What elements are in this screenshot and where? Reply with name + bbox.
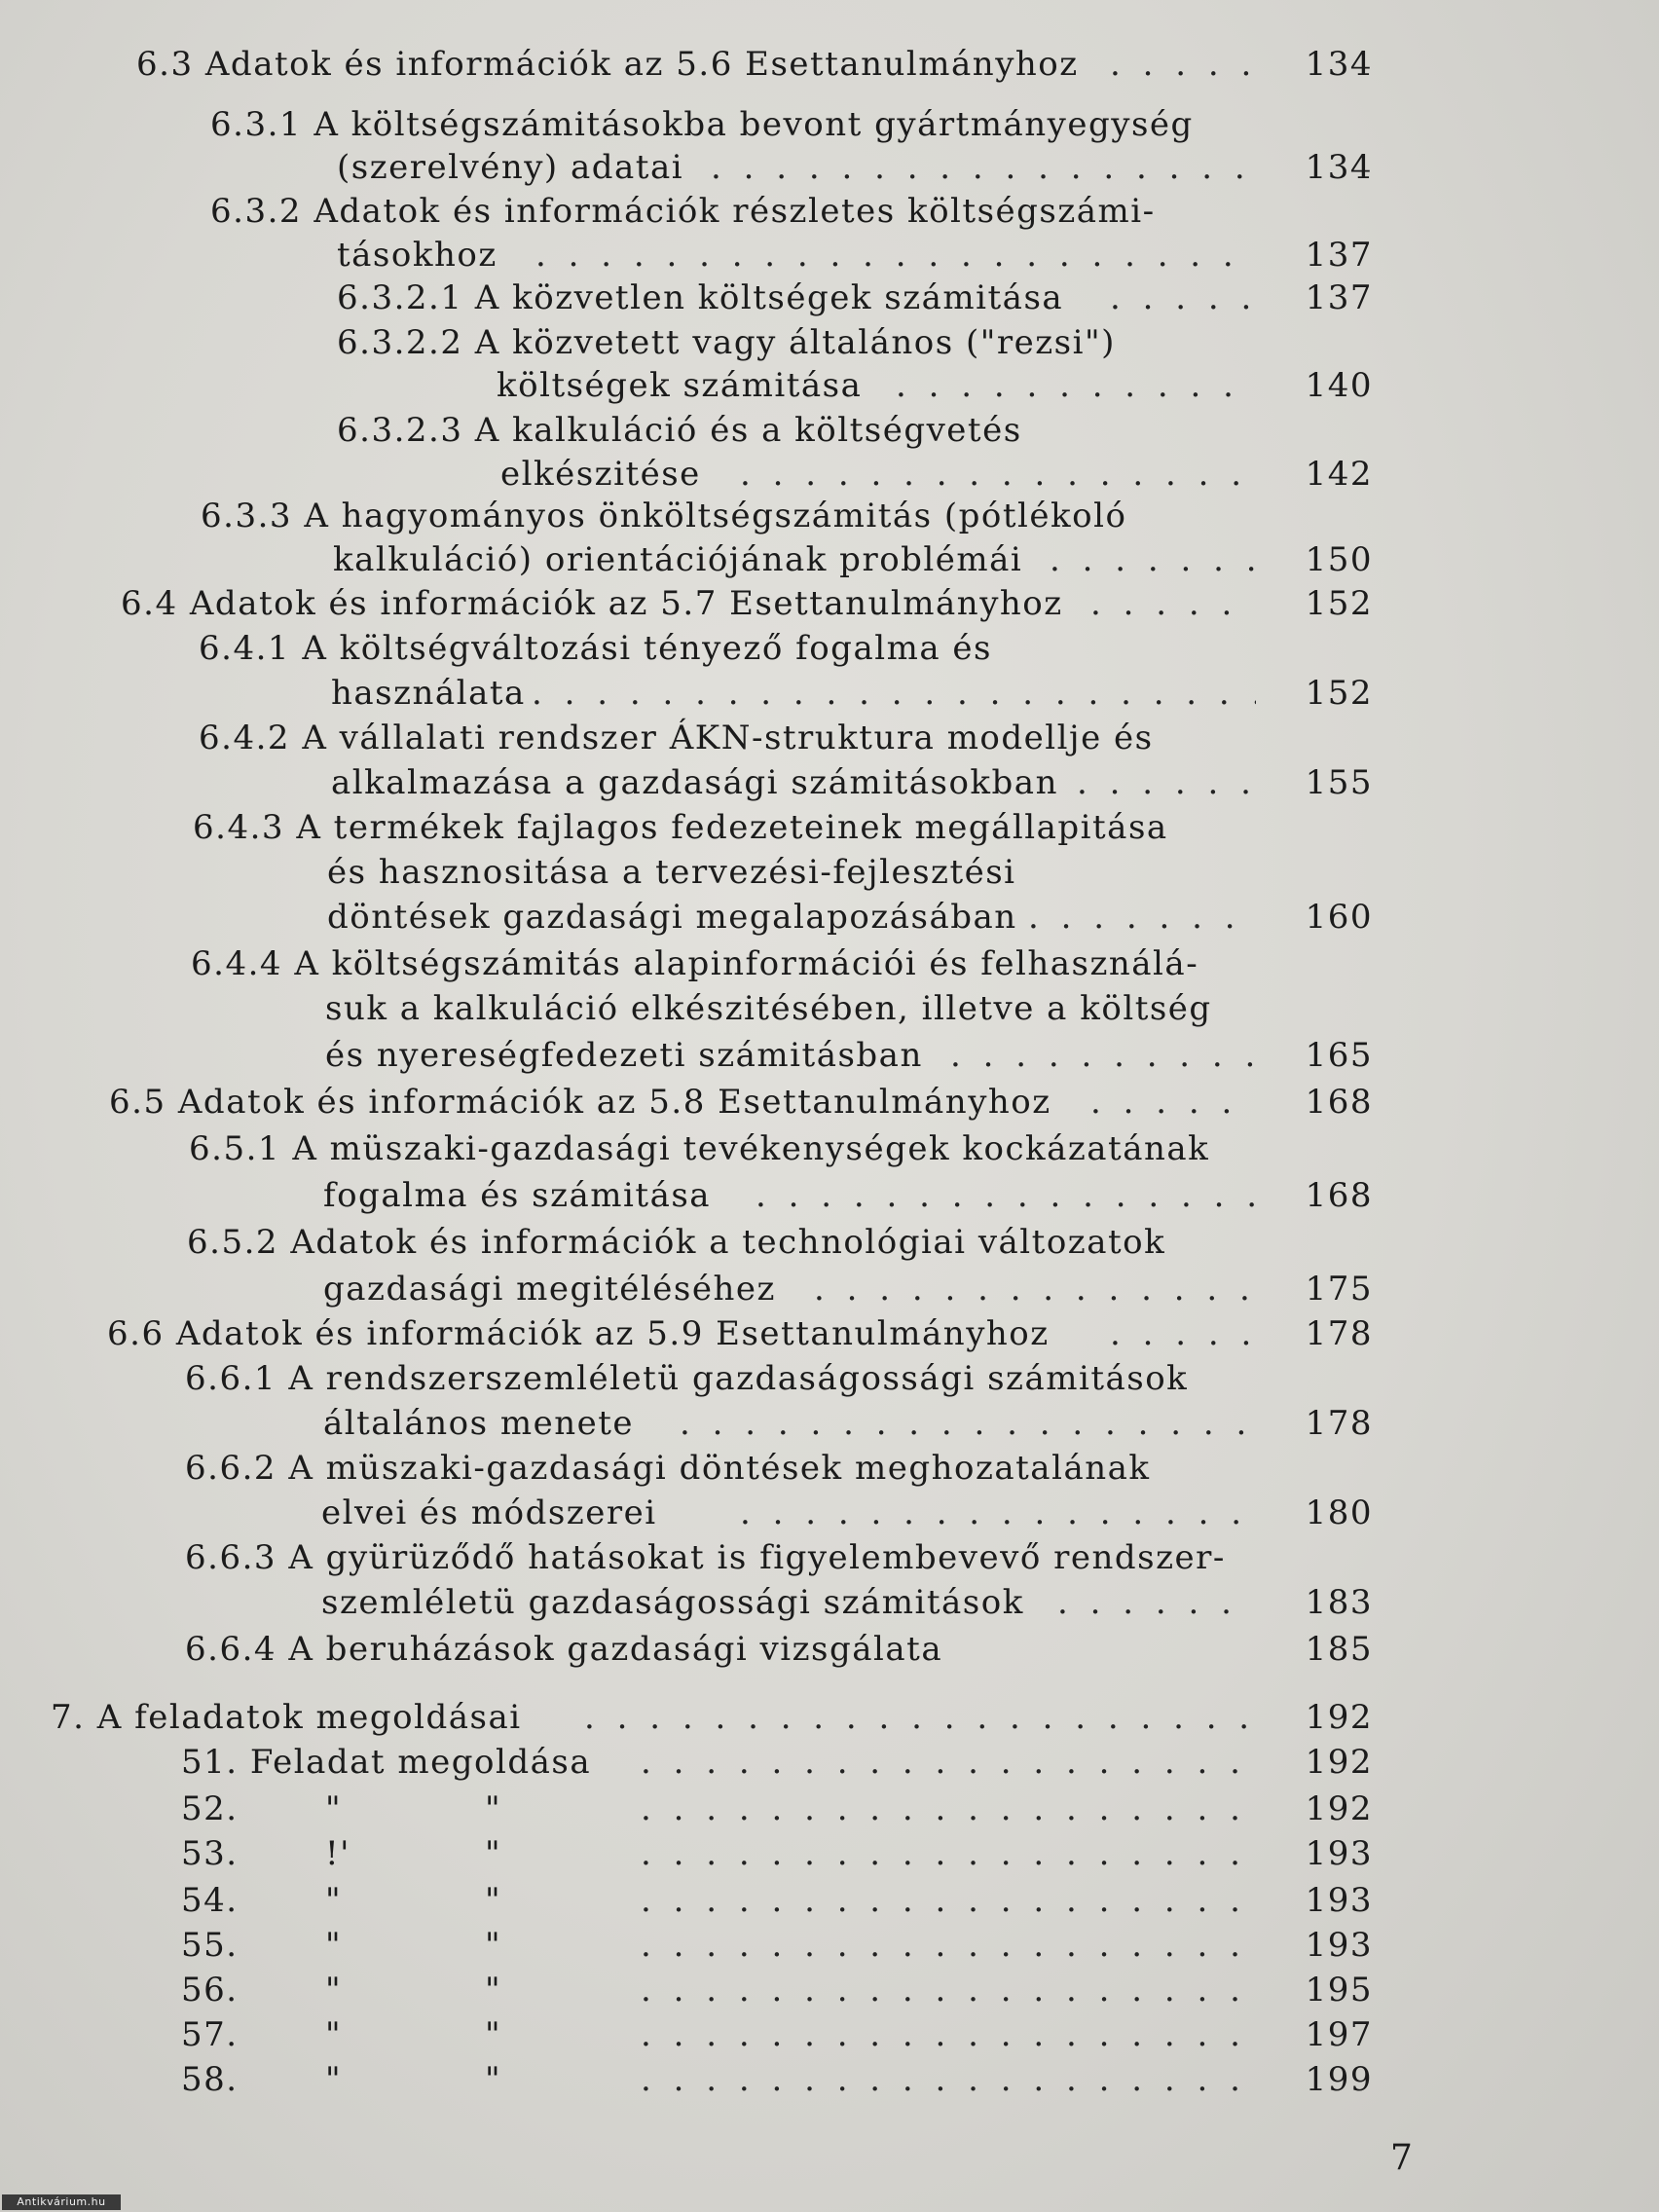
- toc-page-number: 168: [1305, 1083, 1373, 1122]
- source-watermark: Antikvárium.hu: [2, 2194, 121, 2210]
- toc-entry-title: 52.: [181, 1789, 239, 1828]
- toc-entry-title: 6.3.2.3 A kalkuláció és a költségvetés: [337, 411, 1022, 450]
- toc-entry-title: 56.: [181, 1971, 239, 2009]
- leader-dots: [1028, 896, 1256, 939]
- toc-entry-title: 58.: [181, 2060, 239, 2099]
- leader-dots: [641, 1879, 1256, 1922]
- toc-page-number: 134: [1305, 148, 1373, 187]
- leader-dots: [1110, 1312, 1256, 1355]
- toc-entry-title: 6.4.2 A vállalati rendszer ÁKN-struktura modellje és: [199, 719, 1154, 757]
- toc-entry-title: 51. Feladat megoldása: [181, 1743, 592, 1782]
- toc-entry: [0, 276, 1659, 319]
- toc-entry: [0, 1628, 1659, 1671]
- leader-dots: [1110, 276, 1256, 319]
- toc-entry-title: használata: [331, 674, 526, 713]
- toc-entry: [0, 806, 1659, 849]
- leader-dots: [711, 146, 1256, 189]
- leader-dots: [756, 1174, 1256, 1217]
- toc-entry-title: 6.3.3 A hagyományos önköltségszámitás (pótlékoló: [201, 497, 1127, 535]
- toc-entry: [0, 672, 1659, 715]
- toc-entry-title: 6.6.4 A beruházások gazdasági vizsgálata: [185, 1630, 943, 1669]
- toc-entry: [0, 987, 1659, 1030]
- leader-dots: [641, 1969, 1256, 2011]
- toc-entry-title: 7. A feladatok megoldásai: [51, 1698, 522, 1737]
- toc-entry: [0, 234, 1659, 276]
- toc-page-number: 183: [1305, 1583, 1373, 1622]
- toc-entry-title: 6.6.3 A gyürüződő hatásokat is figyelembevevő rendszer-: [185, 1538, 1226, 1577]
- toc-page-number: 180: [1305, 1493, 1373, 1532]
- leader-dots: [1090, 1081, 1256, 1124]
- leader-dots: [740, 453, 1256, 496]
- toc-entry: [0, 761, 1659, 804]
- leader-dots: [1057, 1581, 1256, 1624]
- toc-entry-title: 6.6.1 A rendszerszemléletü gazdaságossági számitások: [185, 1359, 1189, 1398]
- toc-entry: [0, 851, 1659, 894]
- ditto-mark: ": [325, 1971, 343, 2009]
- toc-entry: [0, 321, 1659, 364]
- toc-entry: [0, 942, 1659, 985]
- toc-entry: [0, 1268, 1659, 1310]
- toc-page-number: 199: [1305, 2060, 1373, 2099]
- leader-dots: [1110, 43, 1256, 86]
- toc-entry: [0, 1492, 1659, 1534]
- leader-dots: [535, 234, 1256, 276]
- toc-page-number: 193: [1305, 1881, 1373, 1920]
- toc-entry: [0, 1034, 1659, 1077]
- toc-entry-title: gazdasági megitéléséhez: [323, 1270, 776, 1309]
- toc-entry: [0, 453, 1659, 496]
- toc-page-number: 165: [1305, 1036, 1373, 1075]
- toc-entry-title: 55.: [181, 1926, 239, 1965]
- toc-page-number: 178: [1305, 1314, 1373, 1353]
- leader-dots: [641, 1788, 1256, 1830]
- toc-page-number: 137: [1305, 278, 1373, 317]
- toc-entry-title: 6.3.2.1 A közvetlen költségek számitása: [337, 278, 1064, 317]
- toc-page-number: 195: [1305, 1971, 1373, 2009]
- toc-entry: [0, 538, 1659, 581]
- toc-entry-title: elvei és módszerei: [321, 1493, 657, 1532]
- toc-entry-title: fogalma és számitása: [323, 1176, 712, 1215]
- toc-entry-title: alkalmazása a gazdasági számitásokban: [331, 763, 1058, 802]
- leader-dots: [641, 2058, 1256, 2101]
- toc-entry-title: 6.6 Adatok és információk az 5.9 Esettanulmányhoz: [107, 1314, 1050, 1353]
- toc-entry: [0, 1312, 1659, 1355]
- toc-entry-title: 6.3.2 Adatok és információk részletes költségszámi-: [210, 192, 1156, 231]
- toc-page-number: 178: [1305, 1404, 1373, 1443]
- leader-dots: [532, 672, 1256, 715]
- toc-page-number: 134: [1305, 45, 1373, 84]
- toc-entry-title: döntések gazdasági megalapozásában: [327, 898, 1017, 937]
- ditto-mark: ": [325, 1926, 343, 1965]
- toc-page-number: 137: [1305, 236, 1373, 275]
- toc-page-number: 197: [1305, 2015, 1373, 2054]
- toc-page-number: 152: [1305, 674, 1373, 713]
- toc-entry: [0, 1127, 1659, 1170]
- leader-dots: [740, 1492, 1256, 1534]
- toc-entry: [0, 2013, 1659, 2056]
- toc-entry: [0, 1536, 1659, 1579]
- toc-page-number: 193: [1305, 1926, 1373, 1965]
- toc-entry-title: 6.4.3 A termékek fajlagos fedezeteinek megállapitása: [193, 808, 1168, 847]
- leader-dots: [641, 2013, 1256, 2056]
- toc-page-number: 152: [1305, 584, 1373, 623]
- leader-dots: [641, 1832, 1256, 1875]
- toc-entry-title: 6.4 Adatok és információk az 5.7 Esettanulmányhoz: [121, 584, 1063, 623]
- toc-entry-title: 6.6.2 A müszaki-gazdasági döntések meghozatalának: [185, 1449, 1151, 1488]
- toc-page-number: 185: [1305, 1630, 1373, 1669]
- leader-dots: [814, 1268, 1256, 1310]
- toc-entry: [0, 43, 1659, 86]
- toc-entry: [0, 1174, 1659, 1217]
- toc-entry-title: 6.5 Adatok és információk az 5.8 Esettanulmányhoz: [109, 1083, 1051, 1122]
- leader-dots: [1077, 761, 1256, 804]
- leader-dots: [1090, 582, 1256, 625]
- toc-entry-title: 6.3.2.2 A közvetett vagy általános ("rezsi"): [337, 323, 1116, 362]
- toc-entry: [0, 364, 1659, 407]
- toc-page-number: 168: [1305, 1176, 1373, 1215]
- toc-entry: [0, 190, 1659, 233]
- toc-entry: [0, 1969, 1659, 2011]
- toc-entry-title: szemléletü gazdaságossági számitások: [321, 1583, 1024, 1622]
- toc-entry: [0, 1879, 1659, 1922]
- toc-page-number: 192: [1305, 1698, 1373, 1737]
- toc-entry: [0, 1357, 1659, 1400]
- leader-dots: [641, 1924, 1256, 1967]
- toc-entry: [0, 1696, 1659, 1739]
- ditto-mark: ": [325, 1881, 343, 1920]
- ditto-mark: ": [485, 2015, 502, 2054]
- toc-entry-title: 6.5.1 A müszaki-gazdasági tevékenységek kockázatának: [189, 1129, 1210, 1168]
- toc-entry: [0, 896, 1659, 939]
- toc-entry-title: 6.3 Adatok és információk az 5.6 Esettanulmányhoz: [136, 45, 1079, 84]
- toc-entry-title: 53.: [181, 1834, 239, 1873]
- ditto-mark: ": [485, 1789, 502, 1828]
- toc-page-number: 175: [1305, 1270, 1373, 1309]
- toc-entry-title: suk a kalkuláció elkészitésében, illetve a költség: [325, 989, 1212, 1028]
- toc-entry: [0, 103, 1659, 146]
- toc-entry-title: 6.5.2 Adatok és információk a technológiai változatok: [187, 1223, 1166, 1262]
- toc-entry: [0, 582, 1659, 625]
- leader-dots: [1050, 538, 1256, 581]
- toc-entry-title: (szerelvény) adatai: [337, 148, 684, 187]
- toc-entry: [0, 1221, 1659, 1264]
- toc-entry: [0, 495, 1659, 537]
- toc-page-number: 155: [1305, 763, 1373, 802]
- toc-entry: [0, 1788, 1659, 1830]
- toc-page-number: 193: [1305, 1834, 1373, 1873]
- ditto-mark: ": [325, 2060, 343, 2099]
- toc-page-number: 142: [1305, 455, 1373, 494]
- toc-entry-title: 6.4.4 A költségszámitás alapinformációi és felhasználá-: [191, 944, 1199, 983]
- toc-entry-title: 57.: [181, 2015, 239, 2054]
- toc-entry: [0, 1581, 1659, 1624]
- toc-entry: [0, 409, 1659, 452]
- toc-entry-title: 6.4.1 A költségváltozási tényező fogalma és: [199, 629, 992, 668]
- toc-entry: [0, 1402, 1659, 1445]
- toc-page-number: 140: [1305, 366, 1373, 405]
- ditto-mark: !': [325, 1834, 351, 1873]
- ditto-mark: ": [485, 2060, 502, 2099]
- ditto-mark: ": [485, 1834, 502, 1873]
- ditto-mark: ": [485, 1926, 502, 1965]
- leader-dots: [680, 1402, 1256, 1445]
- ditto-mark: ": [325, 2015, 343, 2054]
- toc-page-number: 150: [1305, 540, 1373, 579]
- toc-entry-title: költségek számitása: [497, 366, 863, 405]
- toc-entry-title: általános menete: [323, 1404, 635, 1443]
- toc-entry: [0, 1832, 1659, 1875]
- toc-entry-title: tásokhoz: [337, 236, 498, 275]
- toc-page-number: 192: [1305, 1743, 1373, 1782]
- toc-entry: [0, 717, 1659, 759]
- toc-entry: [0, 146, 1659, 189]
- toc-entry-title: 54.: [181, 1881, 239, 1920]
- ditto-mark: ": [485, 1881, 502, 1920]
- ditto-mark: ": [325, 1789, 343, 1828]
- leader-dots: [584, 1696, 1256, 1739]
- toc-page-number: 160: [1305, 898, 1373, 937]
- toc-entry: [0, 627, 1659, 670]
- ditto-mark: ": [485, 1971, 502, 2009]
- leader-dots: [641, 1741, 1256, 1784]
- toc-entry-title: elkészitése: [500, 455, 701, 494]
- toc-entry: [0, 2058, 1659, 2101]
- toc-entry-title: kalkuláció) orientációjának problémái: [333, 540, 1023, 579]
- leader-dots: [950, 1034, 1256, 1077]
- toc-page-number: 192: [1305, 1789, 1373, 1828]
- toc-entry: [0, 1741, 1659, 1784]
- toc-entry-title: 6.3.1 A költségszámitásokba bevont gyártmányegység: [210, 105, 1194, 144]
- page-number: 7: [1390, 2138, 1413, 2178]
- toc-entry: [0, 1447, 1659, 1490]
- toc-entry: [0, 1081, 1659, 1124]
- toc-entry-title: és hasznositása a tervezési-fejlesztési: [327, 853, 1016, 892]
- leader-dots: [896, 364, 1256, 407]
- toc-entry-title: és nyereségfedezeti számitásban: [325, 1036, 923, 1075]
- toc-entry: [0, 1924, 1659, 1967]
